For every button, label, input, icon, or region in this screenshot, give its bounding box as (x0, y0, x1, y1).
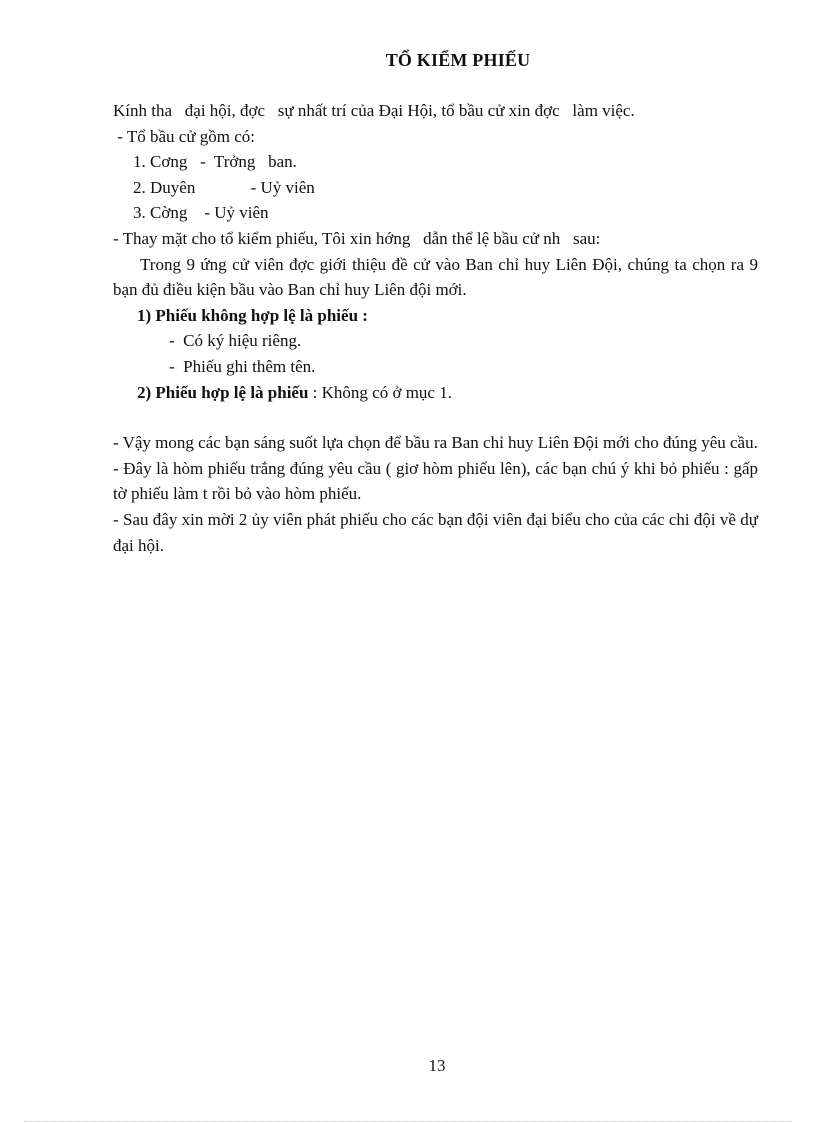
candidates-paragraph: Trong 9 ứng cử viên đợc giới thiệu đề cử vào Ban chỉ huy Liên Đội, chúng ta chọn ra 9 bạn đủ điều kiện bầu vào Ban chỉ huy Liên đội mới. (113, 254, 758, 300)
valid-ballot-line (113, 380, 758, 406)
members-intro-line: - Tổ bầu cử gồm có: (113, 126, 256, 146)
valid-ballot-rule: : Không có ở mục 1. (308, 382, 452, 402)
greeting-line: Kính tha đại hội, đợc sự nhất trí của Đại Hội, tổ bầu cử xin đợc làm việc. (113, 101, 635, 120)
distribute-ballots-paragraph: - Sau đây xin mời 2 ủy viên phát phiếu cho các bạn đội viên đại biểu cho của các chi đội về dự đại hội. (113, 509, 758, 555)
valid-ballot-heading: 2) Phiếu hợp lệ là phiếu (137, 382, 309, 402)
invalid-ballot-item: - Có ký hiệu riêng. (169, 331, 302, 351)
member-list-item: 3. Cờng - Uỷ viên (133, 203, 269, 223)
document-body (113, 98, 758, 558)
document-title: TỔ KIỂM PHIẾU (385, 50, 531, 70)
instructions-intro-line: - Thay mặt cho tổ kiểm phiếu, Tôi xin hớng dẫn thể lệ bầu cử nh sau: (113, 228, 601, 248)
invalid-ballot-heading: 1) Phiếu không hợp lệ là phiếu : (137, 305, 368, 325)
paragraph-spacer (113, 405, 758, 430)
page-bottom-divider (24, 1121, 792, 1122)
member-list-item: 1. Cơng - Trởng ban. (133, 152, 297, 172)
choose-wisely-paragraph: - Vậy mong các bạn sáng suốt lựa chọn để bầu ra Ban chỉ huy Liên Đội mới cho đúng yêu cầu. (113, 433, 758, 453)
ballot-box-paragraph: - Đây là hòm phiếu trắng đúng yêu cầu ( giơ hòm phiếu lên), các bạn chú ý khi bỏ phiếu : gấp tờ phiếu làm t rồi bỏ vào hòm phiếu. (113, 458, 758, 504)
invalid-ballot-item: - Phiếu ghi thêm tên. (169, 356, 316, 376)
member-list-item: 2. Duyên - Uỷ viên (133, 177, 315, 197)
page-number: 13 (428, 1056, 446, 1075)
